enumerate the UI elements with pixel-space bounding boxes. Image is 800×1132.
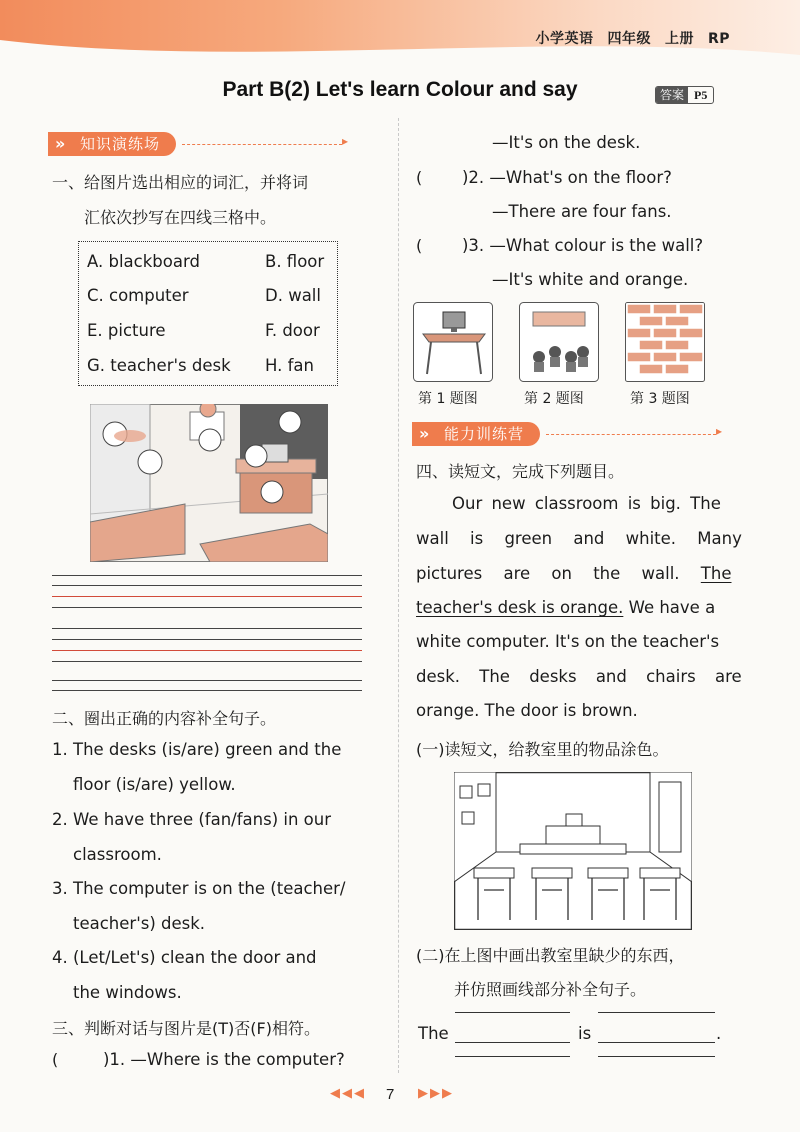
- writing-line[interactable]: [52, 680, 362, 681]
- fill-blank-line[interactable]: [598, 1056, 715, 1057]
- section-badge-knowledge: [48, 132, 342, 156]
- writing-line[interactable]: [52, 650, 362, 651]
- passage-line: Our new classroom is big. The: [452, 494, 721, 513]
- figure-label: 第 2 题图: [524, 391, 584, 407]
- q4-title: 四、读短文，完成下列题目。: [416, 462, 625, 481]
- word-option: C. computer: [87, 286, 189, 305]
- series-grade: 四年级: [607, 31, 651, 47]
- word-option: D. wall: [265, 286, 321, 305]
- answer-page: P5: [694, 88, 708, 102]
- answer-tag[interactable]: [655, 86, 714, 104]
- q2-title: 二、圈出正确的内容补全句子。: [52, 709, 277, 728]
- figure-label: 第 1 题图: [418, 391, 478, 407]
- passage-line: orange. The door is brown.: [416, 701, 638, 720]
- fill-blank-line[interactable]: [455, 1012, 570, 1013]
- q1-line2: 汇依次抄写在四线三格中。: [84, 208, 277, 227]
- writing-line[interactable]: [52, 596, 362, 597]
- word-option: A. blackboard: [87, 252, 200, 271]
- writing-line[interactable]: [52, 628, 362, 629]
- page-number: 7: [386, 1086, 395, 1103]
- fill-sentence-the: The: [418, 1024, 449, 1043]
- word-option: F. door: [265, 321, 320, 340]
- passage-underlined: teacher's desk is orange.: [416, 598, 624, 617]
- passage-line: [416, 598, 715, 617]
- passage-line: desk. The desks and chairs are: [416, 667, 742, 686]
- answer-paren-open[interactable]: (: [416, 236, 423, 255]
- figure-2-toys: [519, 302, 599, 382]
- double-chevron-icon: »: [419, 424, 431, 443]
- dash-line: [546, 434, 716, 435]
- q2-item2-line2: classroom.: [73, 845, 162, 864]
- word-option: B. floor: [265, 252, 325, 271]
- fill-sentence-is: is: [578, 1024, 592, 1043]
- sub-question-1: (一)读短文，给教室里的物品涂色。: [416, 740, 669, 759]
- q3-item3-question: )3. —What colour is the wall?: [462, 236, 704, 255]
- q3-item2-question: )2. —What's on the floor?: [462, 168, 672, 187]
- series-subject: 小学英语: [535, 31, 594, 47]
- writing-line[interactable]: [52, 575, 362, 576]
- q2-item1-line2: floor (is/are) yellow.: [73, 775, 236, 794]
- passage-line: wall is green and white. Many: [416, 529, 742, 548]
- series-edition: RP: [707, 31, 730, 47]
- figure-label: 第 3 题图: [630, 391, 690, 407]
- q2-item4-line1: 4. (Let/Let's) clean the door and: [52, 948, 317, 967]
- word-box: [78, 241, 338, 386]
- figure-1-desk-computer: [413, 302, 493, 382]
- prev-page-arrows-icon[interactable]: ◀◀◀: [330, 1086, 366, 1101]
- classroom-picture: [90, 404, 328, 562]
- column-divider: [398, 118, 399, 1073]
- q2-item3-line2: teacher's) desk.: [73, 914, 206, 933]
- q2-item3-line1: 3. The computer is on the (teacher/: [52, 879, 346, 898]
- dash-line: [182, 144, 342, 145]
- fill-blank-line[interactable]: [455, 1056, 570, 1057]
- sub-question-2-line1: (二)在上图中画出教室里缺少的东西，: [416, 946, 685, 965]
- q1-line1: 一、给图片选出相应的词汇，并将词: [52, 173, 309, 192]
- q2-item4-line2: the windows.: [73, 983, 182, 1002]
- series-volume: 上册: [664, 31, 694, 47]
- page-title: Part B(2) Let's learn Colour and say: [222, 78, 578, 101]
- series-label: [521, 28, 730, 48]
- passage-text: We have a: [628, 598, 716, 617]
- double-chevron-icon: »: [55, 134, 67, 153]
- figure-3-brick-wall: [625, 302, 705, 382]
- q3-item1-question: )1. —Where is the computer?: [103, 1050, 345, 1069]
- next-page-arrows-icon[interactable]: ▶▶▶: [418, 1086, 454, 1101]
- q2-item2-line1: 2. We have three (fan/fans) in our: [52, 810, 332, 829]
- q3-title: 三、判断对话与图片是(T)否(F)相符。: [52, 1019, 320, 1038]
- answer-paren-open[interactable]: (: [416, 168, 423, 187]
- sub-question-2-line2: 并仿照画线部分补全句子。: [454, 980, 647, 999]
- section-badge-label: 知识演练场: [80, 135, 161, 153]
- passage-line: white computer. It's on the teacher's: [416, 632, 720, 651]
- coloring-classroom-picture[interactable]: [454, 772, 692, 930]
- writing-line[interactable]: [52, 639, 362, 640]
- passage-underlined: The: [700, 564, 732, 583]
- writing-line[interactable]: [52, 607, 362, 608]
- passage-text: pictures are on the wall.: [416, 564, 680, 583]
- fill-sentence-period: .: [716, 1024, 722, 1043]
- passage-line: [416, 564, 732, 583]
- writing-line[interactable]: [52, 690, 362, 691]
- fill-blank-colour[interactable]: [598, 1042, 715, 1043]
- section-badge-ability: [412, 422, 716, 446]
- writing-line[interactable]: [52, 585, 362, 586]
- q3-item3-answer: —It's white and orange.: [492, 270, 689, 289]
- q2-item1-line1: 1. The desks (is/are) green and the: [52, 740, 342, 759]
- answer-label: 答案: [656, 87, 688, 103]
- word-option: E. picture: [87, 321, 166, 340]
- answer-paren-open[interactable]: (: [52, 1050, 59, 1069]
- writing-line[interactable]: [52, 661, 362, 662]
- q3-item1-answer: —It's on the desk.: [492, 133, 641, 152]
- q3-item2-answer: —There are four fans.: [492, 202, 672, 221]
- fill-blank-subject[interactable]: [455, 1042, 570, 1043]
- fill-blank-line[interactable]: [598, 1012, 715, 1013]
- word-option: G. teacher's desk: [87, 356, 231, 375]
- section-badge-label: 能力训练营: [444, 425, 525, 443]
- word-option: H. fan: [265, 356, 314, 375]
